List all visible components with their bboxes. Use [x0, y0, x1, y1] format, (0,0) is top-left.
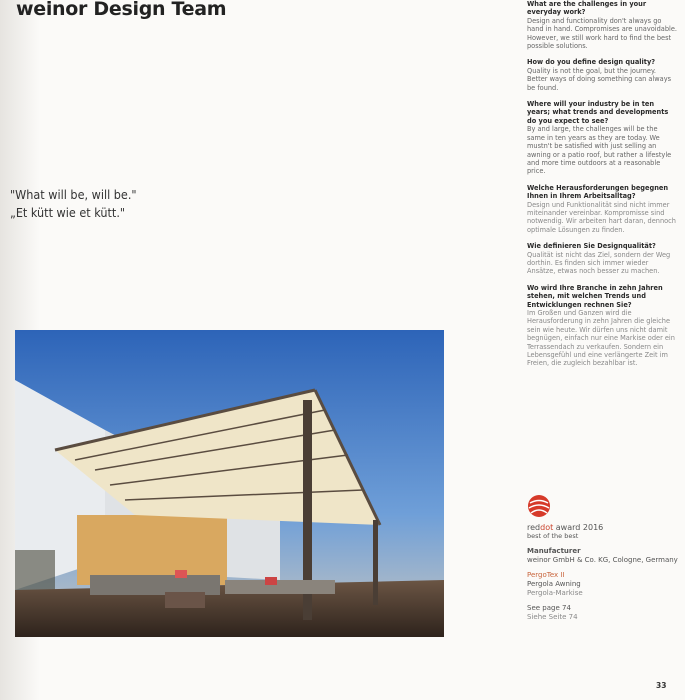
see-page-en: See page 74 — [527, 604, 571, 612]
award-block — [527, 494, 682, 622]
see-page-de: Siehe Seite 74 — [527, 613, 578, 621]
qa-de-2: Wie definieren Sie Designqualität? Qualität ist nicht das Ziel, sondern der Weg dorthin. Es finden sich immer wieder Ansätze, etwas noch besser zu machen. — [527, 242, 671, 276]
product-name: PergoTex II — [527, 571, 565, 579]
qa-en-3: Where will your industry be in ten years; what trends and developments do you expect to see? By and large, the challenges will be the same in ten years as they are today. We mustn't be satisfied with just selling an awning or a patio roof, but rather a lifestyle and more time outdoors at a reasonable price. — [527, 100, 672, 176]
qa-en-2: How do you define design quality? Quality is not the goal, but the journey. Better ways of doing something can always be found. — [527, 58, 672, 92]
award-subtitle: best of the best — [527, 532, 579, 540]
qa-de-3: Wo wird Ihre Branche in zehn Jahren stehen, mit welchen Trends und Entwicklungen rechnen Sie? Im Großen und Ganzen wird die Herausforderung in zehn Jahren die gleiche sein wie heute. Wir dürfen uns nicht damit begnügen, einfach nur eine Markise oder ein Terrassendach zu verkaufen. Sondern ein Lebensgefühl und eine verlängerte Zeit im Freien, die zugleich bezahlbar ist. — [527, 283, 675, 368]
page-number: 33 — [656, 681, 667, 690]
quote-de: „Et kütt wie et kütt." — [10, 205, 126, 220]
quote-en: "What will be, will be." — [10, 187, 137, 202]
qa-en-1: What are the challenges in your everyday work? Design and functionality don't always go hand in hand. Compromises are unavoidable. However, we still work hard to find the best possible solutions. — [527, 0, 678, 51]
product-de: Pergola-Markise — [527, 589, 583, 597]
manufacturer-value: weinor GmbH & Co. KG, Cologne, Germany — [527, 556, 678, 564]
interview-column — [527, 0, 677, 376]
award-title: reddot award 2016 — [527, 523, 604, 532]
reddot-logo-icon — [527, 494, 551, 518]
quote — [10, 186, 137, 222]
product-en: Pergola Awning — [527, 580, 581, 588]
manufacturer-label: Manufacturer — [527, 547, 581, 555]
pergola-photo — [15, 330, 444, 637]
qa-de-1: Welche Herausforderungen begegnen Ihnen in Ihrem Arbeitsalltag? Design und Funktionalität sind nicht immer miteinander vereinbar. Kompromisse sind notwendig. Wir arbeiten hart daran, dennoch optimale Lösungen zu finden. — [527, 183, 676, 234]
page-title: weinor Design Team — [16, 0, 227, 20]
